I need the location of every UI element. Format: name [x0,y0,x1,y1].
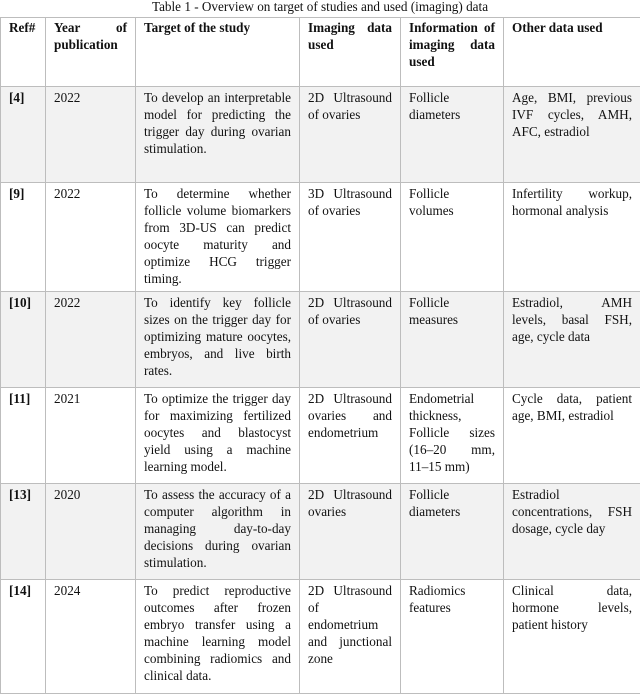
cell-info: Radiomics features [401,580,504,694]
cell-info: Follicle diameters [401,484,504,580]
cell-year: 2020 [46,484,136,580]
cell-info: Endometrial thickness, Follicle sizes (16–20 mm, 11–15 mm) [401,388,504,484]
cell-target: To determine whether follicle volume biomarkers from 3D-US can predict oocyte maturity and optimize HCG trigger timing. [136,183,300,292]
cell-ref: [13] [1,484,46,580]
header-imaging: Imaging data used [300,18,401,87]
cell-info: Follicle diameters [401,87,504,183]
cell-imaging: 2D Ultrasound ovaries [300,484,401,580]
cell-other: Clinical data, hormone levels, patient history [504,580,640,694]
cell-imaging: 2D Ultrasound ovaries and endometrium [300,388,401,484]
cell-imaging: 3D Ultrasound of ovaries [300,183,401,292]
cell-info: Follicle volumes [401,183,504,292]
cell-year: 2022 [46,292,136,388]
studies-table [0,17,640,694]
table-caption: Table 1 - Overview on target of studies and used (imaging) data [0,0,640,17]
cell-other: Cycle data, patient age, BMI, estradiol [504,388,640,484]
table-row [1,183,640,292]
header-info: Information of imaging data used [401,18,504,87]
table-header-row [1,18,640,87]
table-row [1,580,640,694]
cell-other: Age, BMI, previous IVF cycles, AMH, AFC, estradiol [504,87,640,183]
cell-year: 2022 [46,183,136,292]
cell-other: Estradiol concentrations, FSH dosage, cycle day [504,484,640,580]
cell-ref: [11] [1,388,46,484]
cell-other: Estradiol, AMH levels, basal FSH, age, cycle data [504,292,640,388]
cell-target: To predict reproductive outcomes after frozen embryo transfer using a machine learning model combining radiomics and clinical data. [136,580,300,694]
cell-ref: [10] [1,292,46,388]
header-ref: Ref# [1,18,46,87]
cell-target: To optimize the trigger day for maximizing fertilized oocytes and blastocyst yield using a machine learning model. [136,388,300,484]
cell-target: To develop an interpretable model for predicting the trigger day during ovarian stimulation. [136,87,300,183]
cell-ref: [4] [1,87,46,183]
cell-other: Infertility workup, hormonal analysis [504,183,640,292]
cell-ref: [14] [1,580,46,694]
header-target: Target of the study [136,18,300,87]
table-row [1,388,640,484]
cell-imaging: 2D Ultrasound of endometrium and junctional zone [300,580,401,694]
table-row [1,484,640,580]
cell-year: 2024 [46,580,136,694]
header-other: Other data used [504,18,640,87]
table-row [1,87,640,183]
cell-ref: [9] [1,183,46,292]
cell-target: To identify key follicle sizes on the trigger day for optimizing mature oocytes, embryos, and live birth rates. [136,292,300,388]
cell-imaging: 2D Ultrasound of ovaries [300,292,401,388]
header-year: Year of publication [46,18,136,87]
cell-target: To assess the accuracy of a computer algorithm in managing day-to-day decisions during ovarian stimulation. [136,484,300,580]
cell-year: 2022 [46,87,136,183]
table-row [1,292,640,388]
cell-year: 2021 [46,388,136,484]
cell-imaging: 2D Ultrasound of ovaries [300,87,401,183]
cell-info: Follicle measures [401,292,504,388]
